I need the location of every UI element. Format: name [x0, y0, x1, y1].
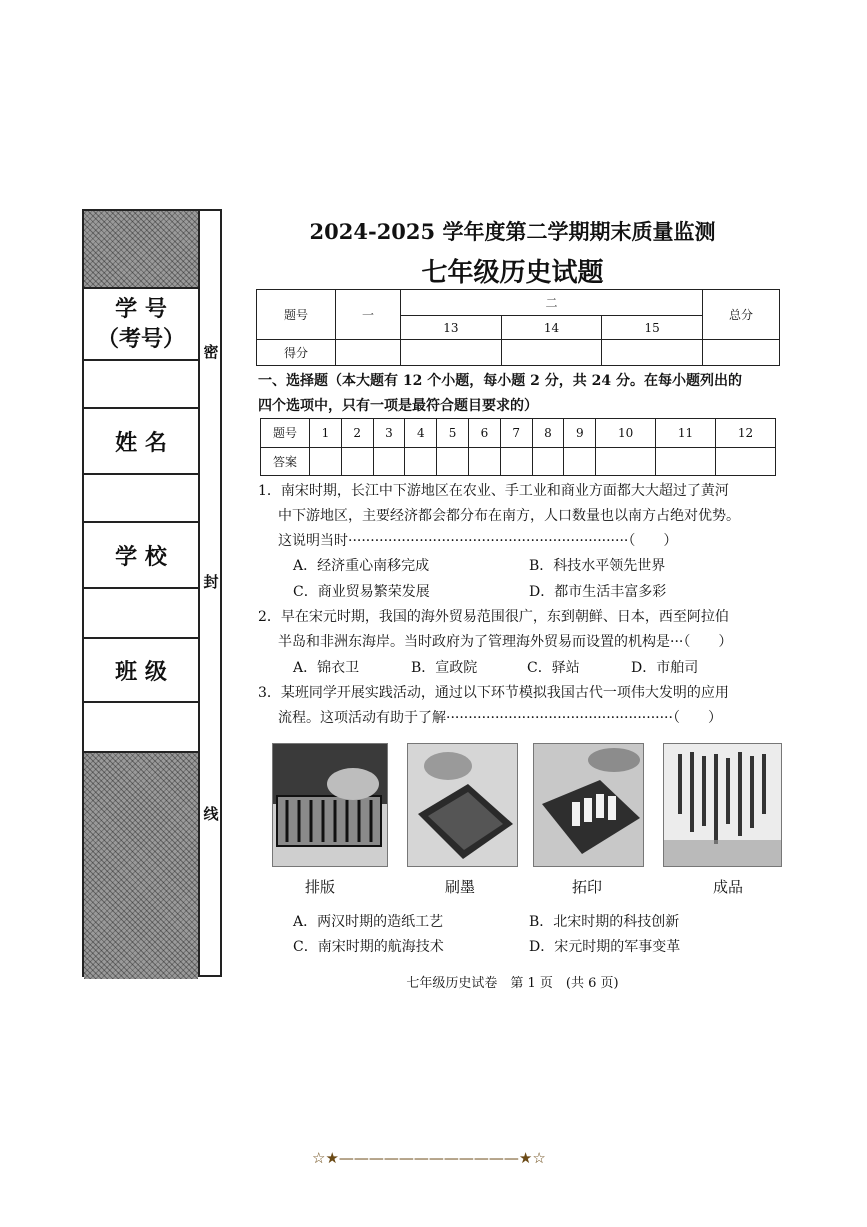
score-cell[interactable] — [501, 340, 602, 366]
section-heading-line: 一、选择题（本大题有 12 个小题，每小题 2 分，共 24 分。在每小题列出的 — [258, 373, 742, 389]
caption-typesetting: 排版 — [304, 878, 335, 896]
answer-num: 12 — [716, 419, 776, 448]
score-cell[interactable] — [703, 340, 780, 366]
inking-image — [408, 744, 518, 867]
q2-option-b[interactable]: B．宣政院 — [411, 660, 478, 676]
answer-cell[interactable] — [405, 447, 437, 476]
seal-char-mi: 密 — [203, 343, 219, 361]
student-no-cell — [84, 287, 198, 359]
name-field[interactable] — [84, 473, 198, 521]
answer-cell[interactable] — [656, 447, 716, 476]
photo-rubbing — [533, 743, 644, 867]
page-footer: 七年级历史试卷 第 1 页 (共 6 页) — [406, 976, 619, 991]
answer-cell[interactable] — [500, 447, 532, 476]
answer-cell[interactable] — [716, 447, 776, 476]
exam-title: 2024-2025 学年度第二学期期末质量监测 — [309, 219, 716, 244]
seal-char-xian: 线 — [203, 805, 219, 823]
class-label: 班 级 — [115, 658, 167, 685]
section-one-heading — [258, 369, 778, 419]
photo-finished-product — [663, 743, 782, 867]
score-sub-14: 14 — [501, 316, 602, 340]
q3-option-b[interactable]: B．北宋时期的科技创新 — [529, 914, 680, 930]
answer-num: 2 — [341, 419, 373, 448]
question-line: 半岛和非洲东海岸。当时政府为了管理海外贸易而设置的机构是···（ ） — [278, 634, 733, 650]
section-heading-line: 四个选项中，只有一项是最符合题目要求的） — [258, 398, 538, 414]
rubbing-image — [534, 744, 644, 867]
answer-num: 7 — [500, 419, 532, 448]
q1-option-d[interactable]: D．都市生活丰富多彩 — [529, 584, 667, 600]
caption-finished-product: 成品 — [712, 878, 743, 896]
answer-cell[interactable] — [310, 447, 342, 476]
answer-cell[interactable] — [468, 447, 500, 476]
answer-num: 11 — [656, 419, 716, 448]
score-sub-15: 15 — [602, 316, 703, 340]
school-label: 学 校 — [115, 543, 167, 570]
q2-option-c[interactable]: C．驿站 — [527, 660, 580, 676]
answer-num-label: 题号 — [261, 419, 310, 448]
photo-typesetting — [272, 743, 388, 867]
q1-option-c[interactable]: C．商业贸易繁荣发展 — [293, 584, 430, 600]
finished-product-image — [664, 744, 782, 867]
score-row-label-tihao: 题号 — [257, 290, 336, 340]
answer-num: 6 — [468, 419, 500, 448]
q3-option-d[interactable]: D．宋元时期的军事变革 — [529, 939, 681, 955]
question-line: 3．某班同学开展实践活动，通过以下环节模拟我国古代一项伟大发明的应用 — [258, 685, 729, 701]
exam-subtitle: 七年级历史试题 — [421, 258, 604, 288]
name-label-cell — [84, 407, 198, 473]
score-row-label-defen: 得分 — [257, 340, 336, 366]
question-line: 中下游地区，主要经济都会都分布在南方，人口数量也以南方占绝对优势。 — [278, 508, 740, 524]
answer-num: 10 — [596, 419, 656, 448]
hatched-block-bottom — [84, 751, 198, 979]
score-cell[interactable] — [602, 340, 703, 366]
score-cell[interactable] — [336, 340, 401, 366]
q1-option-a[interactable]: A．经济重心南移完成 — [293, 558, 430, 574]
star-divider: ☆★————————————★☆ — [312, 1149, 546, 1167]
student-no-field[interactable] — [84, 359, 198, 407]
question-1 — [258, 479, 778, 554]
hatched-block-top — [84, 211, 198, 287]
q2-option-a[interactable]: A．锦衣卫 — [293, 660, 360, 676]
question-line: 这说明当时·······························································（ ） — [278, 533, 678, 549]
answer-ans-label: 答案 — [261, 447, 310, 476]
question-line: 1．南宋时期，长江中下游地区在农业、手工业和商业方面都大大超过了黄河 — [258, 483, 729, 499]
answer-num: 1 — [310, 419, 342, 448]
question-line: 2．早在宋元时期，我国的海外贸易范围很广，东到朝鲜、日本，西至阿拉伯 — [258, 609, 729, 625]
answer-num: 5 — [437, 419, 469, 448]
answer-num: 9 — [564, 419, 596, 448]
seal-char-feng: 封 — [203, 573, 219, 591]
answer-cell[interactable] — [564, 447, 596, 476]
caption-inking: 刷墨 — [444, 878, 475, 896]
class-field[interactable] — [84, 701, 198, 751]
seal-strip — [200, 209, 222, 977]
question-line: 流程。这项活动有助于了解···················································（ ） — [278, 710, 722, 726]
typesetting-image — [273, 744, 388, 867]
name-label: 姓 名 — [115, 429, 167, 456]
answer-cell[interactable] — [437, 447, 469, 476]
answer-table — [260, 418, 776, 476]
photo-inking — [407, 743, 518, 867]
question-3 — [258, 681, 778, 731]
score-part-one: 一 — [336, 290, 401, 340]
q3-option-a[interactable]: A．两汉时期的造纸工艺 — [293, 914, 444, 930]
answer-cell[interactable] — [341, 447, 373, 476]
answer-cell[interactable] — [596, 447, 656, 476]
score-sub-13: 13 — [401, 316, 502, 340]
score-table — [256, 289, 780, 366]
school-label-cell — [84, 521, 198, 587]
score-cell[interactable] — [401, 340, 502, 366]
answer-num: 8 — [532, 419, 564, 448]
exam-no-label: （考号） — [96, 326, 185, 352]
answer-num: 4 — [405, 419, 437, 448]
question-2 — [258, 605, 778, 655]
answer-cell[interactable] — [532, 447, 564, 476]
answer-cell[interactable] — [373, 447, 405, 476]
q3-option-c[interactable]: C．南宋时期的航海技术 — [293, 939, 444, 955]
class-label-cell — [84, 637, 198, 701]
caption-rubbing: 拓印 — [571, 878, 602, 896]
answer-num: 3 — [373, 419, 405, 448]
score-total-label: 总分 — [703, 290, 780, 340]
school-field[interactable] — [84, 587, 198, 637]
student-no-label: 学 号 — [115, 296, 167, 322]
score-part-two: 二 — [401, 290, 703, 316]
q2-option-d[interactable]: D．市舶司 — [631, 660, 699, 676]
binding-column — [82, 209, 200, 977]
q1-option-b[interactable]: B．科技水平领先世界 — [529, 558, 666, 574]
